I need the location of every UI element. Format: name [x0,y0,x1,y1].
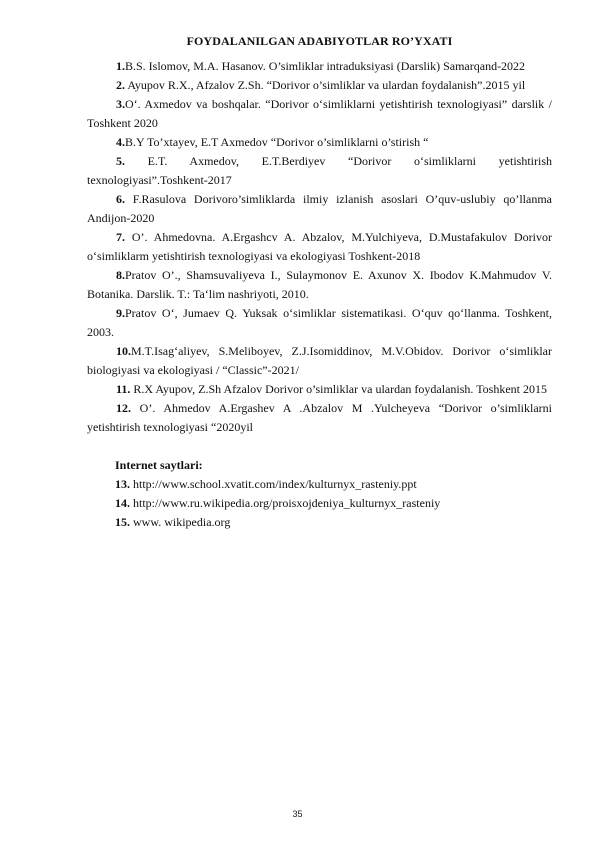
reference-item [87,152,552,190]
reference-number: 8. [116,268,125,282]
reference-item [87,266,552,304]
reference-item [87,228,552,266]
reference-number: 1. [116,59,125,73]
reference-item [87,342,552,380]
site-number: 14. [115,496,130,510]
reference-text: O‘. Axmedov va boshqalar. “Dorivor o‘simliklarni yetishtirish texnologiyasi” darslik / Toshkent 2020 [87,97,552,130]
reference-text: Ayupov R.X., Afzalov Z.Sh. “Dorivor o’simliklar va ulardan foydalanish”.2015 yil [127,78,526,92]
page-title: FOYDALANILGAN ADABIYOTLAR RO’YXATI [186,34,453,48]
reference-number: 7. [116,230,125,244]
reference-item [87,399,552,437]
reference-list [87,57,552,437]
reference-item [87,304,552,342]
reference-number: 4. [116,135,125,149]
reference-item [87,133,552,152]
site-item [87,494,552,513]
internet-sites-heading: Internet saytlari: [115,458,203,472]
reference-number: 12. [116,401,131,415]
reference-number: 3. [116,97,125,111]
reference-item [87,76,552,95]
reference-text: O’. Ahmedov A.Ergashev A .Abzalov M .Yulcheyeva “Dorivor o’simliklarni yetishtirish texnologiyasi “2020yil [87,401,552,434]
site-number: 15. [115,515,130,529]
reference-text: F.Rasulova Dorivoro’simliklarda ilmiy izlanish asoslari O’quv-uslubiy qo’llanma Andijon-2020 [87,192,552,225]
site-item [87,513,552,532]
page-number: 35 [292,809,303,819]
reference-text: Pratov O‘, Jumaev Q. Yuksak o‘simliklar sistematikasi. O‘quv qo‘llanma. Toshkent, 2003. [87,306,552,339]
reference-number: 5. [116,154,125,168]
site-link[interactable]: www. wikipedia.org [133,515,231,529]
reference-text: R.X Ayupov, Z.Sh Afzalov Dorivor o’simliklar va ulardan foydalanish. Toshkent 2015 [133,382,548,396]
reference-text: B.S. Islomov, M.A. Hasanov. O’simliklar intraduksiyasi (Darslik) Samarqand-2022 [125,59,526,73]
reference-text: O’. Ahmedovna. A.Ergashcv A. Abzalov, M.Yulchiyeva, D.Mustafakulov Dorivor o‘simliklarm yetishtirish texnologiyasi va ekologiyasi Toshkent-2018 [87,230,552,263]
reference-item [87,57,552,76]
reference-item [87,380,552,399]
reference-number: 11. [116,382,131,396]
internet-sites-section [87,456,552,532]
reference-text: Pratov O’., Shamsuvaliyeva I., Sulaymonov E. Axunov X. Ibodov K.Mahmudov V. Botanika. Darslik. T.: Ta‘lim nashriyoti, 2010. [87,268,552,301]
reference-number: 2. [116,78,125,92]
site-item [87,475,552,494]
reference-text: M.T.Isag‘aliyev, S.Meliboyev, Z.J.Isomiddinov, M.V.Obidov. Dorivor o‘simliklar biologiyasi va ekologiyasi / “Classic”-2021/ [87,344,552,377]
reference-number: 6. [116,192,125,206]
reference-text: B.Y To’xtayev, E.T Axmedov “Dorivor o’simliklarni o’stirish “ [125,135,429,149]
site-number: 13. [115,477,130,491]
site-link[interactable]: http://www.school.xvatit.com/index/kulturnyx_rasteniy.ppt [133,477,417,491]
reference-number: 10. [116,344,131,358]
reference-item [87,190,552,228]
reference-text: E.T. Axmedov, E.T.Berdiyev “Dorivor o‘simliklarni yetishtirish texnologiyasi”.Toshkent-2017 [87,154,552,187]
document-page [87,34,552,532]
reference-item [87,95,552,133]
site-link[interactable]: http://www.ru.wikipedia.org/proisxojdeniya_kulturnyx_rasteniy [133,496,441,510]
reference-number: 9. [116,306,125,320]
